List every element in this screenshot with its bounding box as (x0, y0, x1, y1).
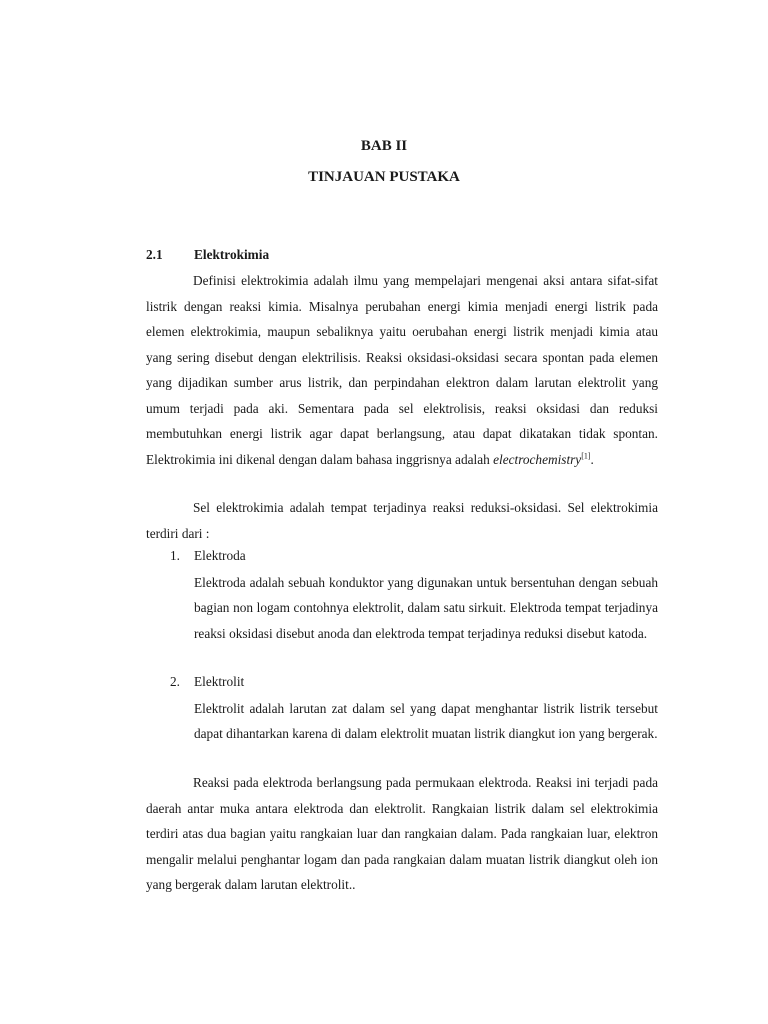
list-item-heading (170, 674, 244, 690)
paragraph-definition-text: Definisi elektrokimia adalah ilmu yang mempelajari mengenai aksi antara sifat-sifat listrik dengan reaksi kimia. Misalnya perubahan energi kimia menjadi energi listrik pada elemen elektrokimia, maupun sebaliknya yaitu oerubahan energi listrik menjadi kimia atau yang sering disebut dengan elektrilisis. Reaksi oksidasi-oksidasi secara spontan pada elemen yang dijadikan sumber arus listrik, dan perpindahan elektron dalam larutan elektrolit yang umum terjadi pada aki. Sementara pada sel elektrolisis, reaksi oksidasi dan reduksi membutuhkan energi listrik agar dapat berlangsung, atau dapat dikatakan tidak spontan. Elektrokimia ini dikenal dengan dalam bahasa inggrisnya adalah (146, 273, 658, 467)
paragraph-cell-intro: Sel elektrokimia adalah tempat terjadinya reaksi reduksi-oksidasi. Sel elektrokimia terdiri dari : (146, 500, 658, 541)
list-item-number: 2. (170, 674, 180, 689)
list-item-number: 1. (170, 548, 180, 563)
list-item-heading (170, 548, 246, 564)
paragraph-definition (146, 268, 658, 472)
list-item-title: Elektrolit (194, 674, 245, 689)
list-item-text: Elektroda adalah sebuah konduktor yang digunakan untuk bersentuhan dengan sebuah bagian non logam contohnya elektrolit, dalam satu sirkuit. Elektroda tempat terjadinya reaksi oksidasi disebut anoda dan elektroda tempat terjadinya reduksi disebut katoda. (194, 575, 658, 641)
italic-term: electrochemistry (493, 451, 582, 467)
section-heading (146, 247, 269, 263)
section-title: Elektrokimia (194, 247, 270, 262)
paragraph-reaction: Reaksi pada elektroda berlangsung pada permukaan elektroda. Reaksi ini terjadi pada daerah antar muka antara elektroda dan elektrolit. Rangkaian listrik dalam sel elektrokimia terdiri atas dua bagian yaitu rangkaian luar dan rangkaian dalam. Pada rangkaian luar, elektron mengalir melalui penghantar logam dan pada rangkaian dalam muatan listrik diangkut oleh ion yang bergerak dalam larutan elektrolit.. (146, 775, 658, 892)
list-item-text: Elektrolit adalah larutan zat dalam sel yang dapat menghantar listrik listrik tersebut dapat dihantarkan karena di dalam elektrolit muatan listrik diangkut ion yang bergerak. (194, 701, 658, 742)
chapter-heading: BAB II (360, 138, 408, 154)
paragraph-definition-end: . (590, 451, 594, 467)
chapter-title: TINJAUAN PUSTAKA (308, 169, 460, 185)
section-number: 2.1 (146, 247, 163, 262)
list-item-title: Elektroda (194, 548, 246, 563)
reference-marker: [1] (581, 451, 591, 461)
